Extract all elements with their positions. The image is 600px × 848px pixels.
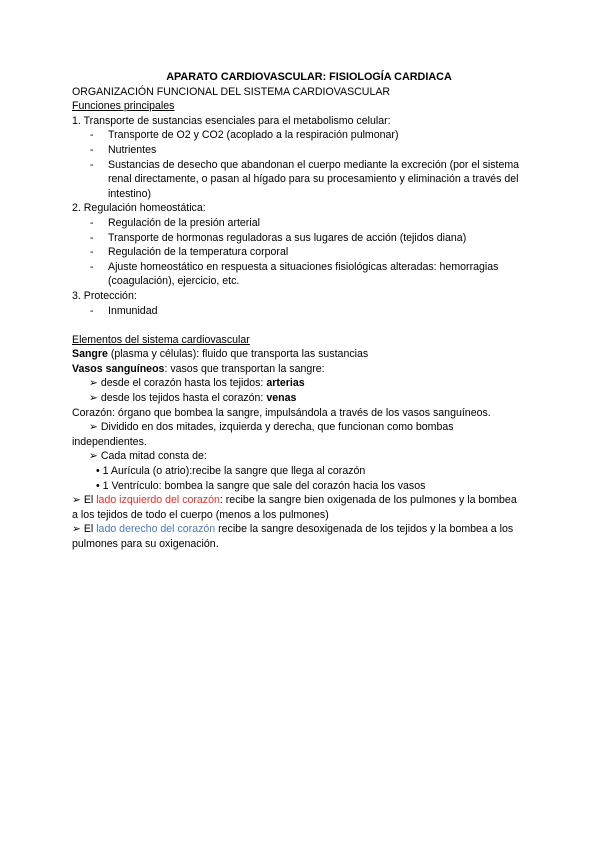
ventriculo-line: • 1 Ventrículo: bombea la sangre que sale del corazón hacia los vasos xyxy=(96,479,426,492)
list-item: - Sustancias de desecho que abandonan el cuerpo mediante la excreción (por el sistema renal directamente, o pasan al hígado para su procesamiento y eliminación a través del intestino) xyxy=(90,158,520,200)
bullet-icon: • xyxy=(96,465,100,478)
list-item: - Regulación de la temperatura corporal xyxy=(90,246,289,259)
list-item: - Regulación de la presión arterial xyxy=(90,216,260,229)
sangre-line: Sangre (plasma y células): fluido que transporta las sustancias xyxy=(72,348,369,361)
list-item: - Ajuste homeostático en respuesta a situaciones fisiológicas alteradas: hemorragias (coagulación), ejercicio, etc. xyxy=(90,260,499,288)
venas-line: ➢ desde los tejidos hasta el corazón: venas xyxy=(89,392,297,405)
section-subtitle: ORGANIZACIÓN FUNCIONAL DEL SISTEMA CARDIOVASCULAR xyxy=(72,85,391,98)
list-item: - Inmunidad xyxy=(90,304,158,317)
arterias-line: ➢ desde el corazón hasta los tejidos: arterias xyxy=(89,377,305,390)
auricula-line: • 1 Aurícula (o atrio):recibe la sangre que llega al corazón xyxy=(96,465,366,478)
spacer xyxy=(72,318,532,333)
cada-mitad-line: ➢ Cada mitad consta de: xyxy=(89,450,207,463)
document-title: APARATO CARDIOVASCULAR: FISIOLOGÍA CARDIACA xyxy=(166,71,452,83)
dividido-line: ➢ Dividido en dos mitades, izquierda y derecha, que funcionan como bombas independientes. xyxy=(72,421,454,448)
arrow-icon: ➢ xyxy=(89,377,98,390)
corazon-line: Corazón: órgano que bombea la sangre, impulsándola a través de los vasos sanguíneos. xyxy=(72,406,491,419)
list-item: - Transporte de O2 y CO2 (acoplado a la respiración pulmonar) xyxy=(90,129,399,142)
elementos-heading: Elementos del sistema cardiovascular xyxy=(72,333,250,346)
section-1-label: 1. Transporte de sustancias esenciales para el metabolismo celular: xyxy=(72,114,391,127)
lado-izquierdo-paragraph: ➢ El lado izquierdo del corazón: recibe la sangre bien oxigenada de los pulmones y la bombea a los tejidos de todo el cuerpo (menos a los pulmones) xyxy=(72,494,517,521)
arrow-icon: ➢ xyxy=(89,392,98,405)
list-item: - Transporte de hormonas reguladoras a sus lugares de acción (tejidos diana) xyxy=(90,231,467,244)
lado-derecho-paragraph: ➢ El lado derecho del corazón recibe la sangre desoxigenada de los tejidos y la bombea a los pulmones para su oxigenación. xyxy=(72,523,514,550)
arrow-icon: ➢ xyxy=(89,421,98,434)
funciones-heading: Funciones principales xyxy=(72,100,175,113)
bullet-icon: • xyxy=(96,479,100,492)
arrow-icon: ➢ xyxy=(89,450,98,463)
section-3-label: 3. Protección: xyxy=(72,289,137,302)
document-page xyxy=(72,70,532,552)
arrow-icon: ➢ xyxy=(72,523,81,536)
list-item: - Nutrientes xyxy=(90,143,157,156)
vasos-line: Vasos sanguíneos: vasos que transportan la sangre: xyxy=(72,362,325,375)
section-2-label: 2. Regulación homeostática: xyxy=(72,202,206,215)
arrow-icon: ➢ xyxy=(72,494,81,507)
